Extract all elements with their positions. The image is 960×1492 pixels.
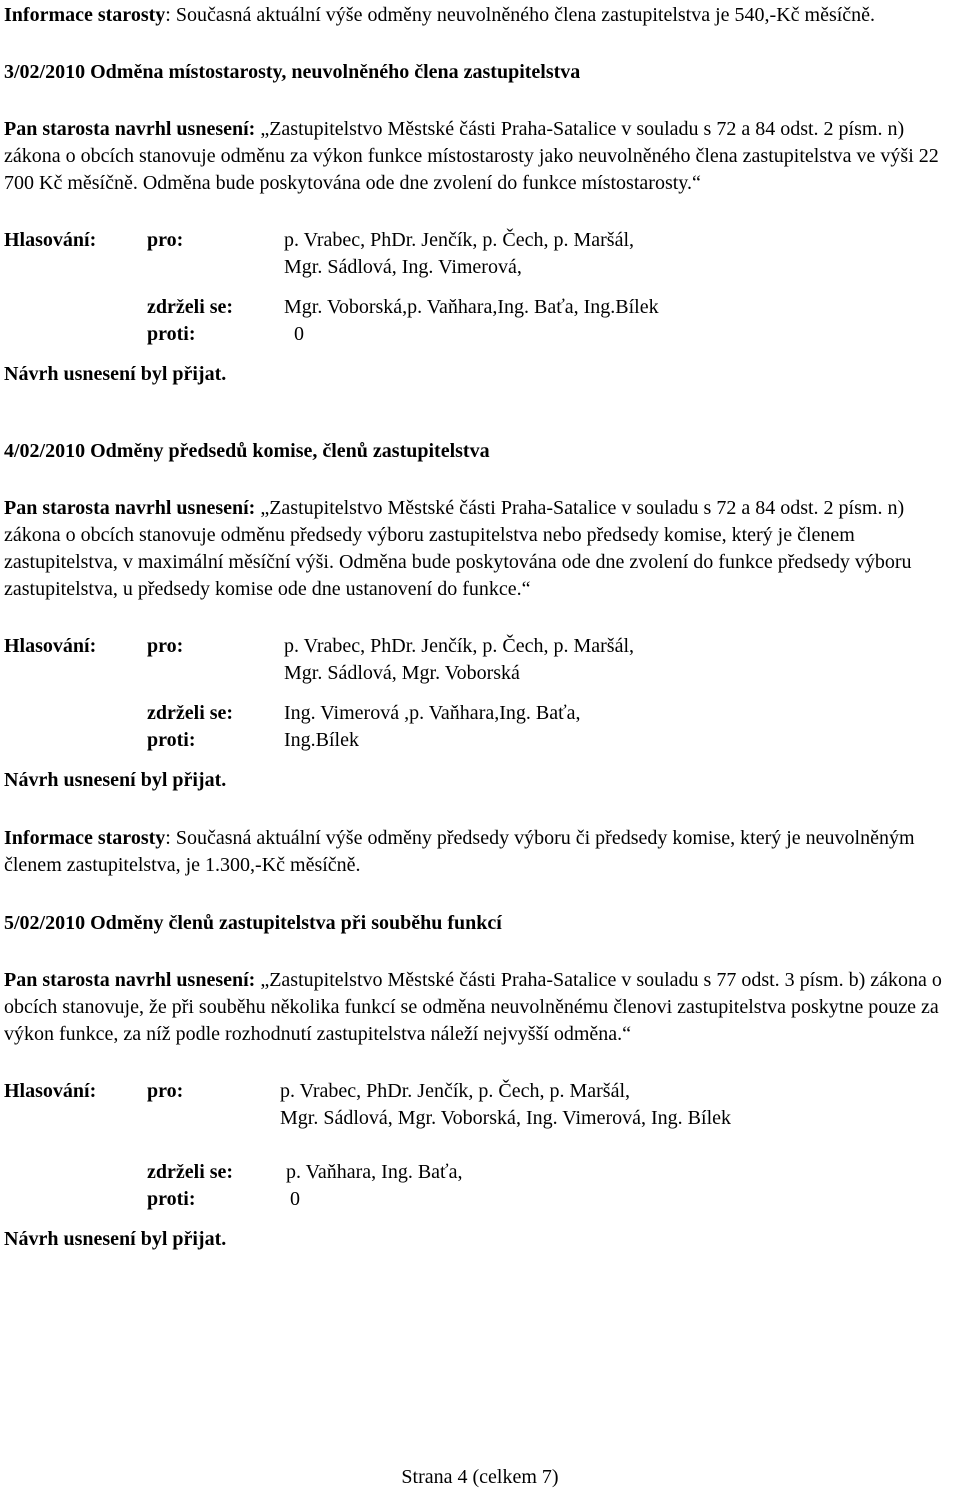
abstain-names: Mgr. Voborská,p. Vaňhara,Ing. Baťa, Ing.Bílek — [284, 296, 659, 318]
against-value: 0 — [290, 1188, 300, 1210]
pro-label: pro: — [147, 1080, 184, 1102]
abstain-names: p. Vaňhara, Ing. Baťa, — [286, 1161, 463, 1183]
vote-block — [4, 1078, 956, 1226]
page-footer: Strana 4 (celkem 7) — [401, 1466, 559, 1488]
proposal-label: Pan starosta navrhl usnesení: — [4, 497, 256, 519]
abstain-names: Ing.Bílek — [284, 729, 359, 751]
pro-names: p. Vrabec, PhDr. Jenčík, p. Čech, p. Maršál, — [284, 635, 635, 657]
abstain-label: zdrželi se: — [147, 296, 234, 318]
pro-label: pro: — [147, 635, 184, 657]
against-label: proti: — [147, 1188, 196, 1210]
pro-names: Mgr. Sádlová, Ing. Vimerová, — [284, 256, 522, 278]
proposal-label: Pan starosta navrhl usnesení: — [4, 969, 256, 991]
result-text: Návrh usnesení byl přijat. — [4, 1228, 227, 1250]
proposal-paragraph — [4, 495, 956, 603]
pro-names: Mgr. Sádlová, Mgr. Voborská — [284, 662, 520, 684]
pro-names: p. Vrabec, PhDr. Jenčík, p. Čech, p. Maršál, — [284, 229, 635, 251]
proposal-paragraph — [4, 116, 956, 197]
result-text: Návrh usnesení byl přijat. — [4, 769, 227, 791]
info-text: Současná aktuální výše odměny předsedy výboru či předsedy komise, který je neuvolněným členem zastupitelstva, je 1.300,-Kč měsíčně. — [4, 827, 915, 876]
proposal-label: Pan starosta navrhl usnesení: — [4, 118, 256, 140]
section-heading: 4/02/2010 Odměny předsedů komise, členů zastupitelstva — [4, 440, 490, 462]
abstain-names: Ing. Vimerová ,p. Vaňhara,Ing. Baťa, — [284, 702, 581, 724]
abstain-label: zdrželi se: — [147, 1161, 234, 1183]
vote-label: Hlasování: — [4, 1080, 97, 1102]
info-label: Informace starosty — [4, 827, 166, 849]
abstain-label: zdrželi se: — [147, 702, 234, 724]
info-label: Informace starosty — [4, 4, 166, 26]
against-label: proti: — [147, 729, 196, 751]
result-text: Návrh usnesení byl přijat. — [4, 363, 227, 385]
info-sep: : — [165, 827, 171, 849]
info-paragraph — [4, 2, 956, 29]
pro-names: Mgr. Sádlová, Mgr. Voborská, Ing. Vimerová, Ing. Bílek — [280, 1107, 731, 1129]
pro-label: pro: — [147, 229, 184, 251]
proposal-text: „Zastupitelstvo Městské části Praha-Satalice v souladu s 72 a 84 odst. 2 písm. n) zákona o obcích stanovuje odměnu předsedy výboru zastupitelstva nebo předsedy komise, který je členem zastupitelstva, v maximální měsíční výši. Odměna bude poskytována ode dne zvolení do funkce předsedy výboru zastupitelstva, u předsedy komise ode dne ustanovení do funkce.“ — [4, 497, 912, 600]
info-sep: : — [165, 4, 171, 26]
section-heading: 5/02/2010 Odměny členů zastupitelstva při souběhu funkcí — [4, 912, 502, 934]
proposal-paragraph — [4, 967, 956, 1048]
vote-block — [4, 227, 956, 361]
against-value: 0 — [294, 323, 304, 345]
section-heading: 3/02/2010 Odměna místostarosty, neuvolněného člena zastupitelstva — [4, 61, 581, 83]
against-label: proti: — [147, 323, 196, 345]
vote-label: Hlasování: — [4, 229, 97, 251]
info-text: Současná aktuální výše odměny neuvolněného člena zastupitelstva je 540,-Kč měsíčně. — [170, 4, 876, 26]
pro-names: p. Vrabec, PhDr. Jenčík, p. Čech, p. Maršál, — [280, 1080, 631, 1102]
proposal-text: „Zastupitelstvo Městské části Praha-Satalice v souladu s 77 odst. 3 písm. b) zákona o obcích stanovuje, že při souběhu několika funkcí se odměna neuvolněnému členovi zastupitelstva poskytne pouze za výkon funkce, za níž podle rozhodnutí zastupitelstva náleží nejvyšší odměna.“ — [4, 969, 942, 1045]
document-page — [4, 2, 956, 1253]
vote-block — [4, 633, 956, 767]
vote-label: Hlasování: — [4, 635, 97, 657]
proposal-text: „Zastupitelstvo Městské části Praha-Satalice v souladu s 72 a 84 odst. 2 písm. n) zákona o obcích stanovuje odměnu za výkon funkce místostarosty jako neuvolněného člena zastupitelstva ve výši 22 700 Kč měsíčně. Odměna bude poskytována ode dne zvolení do funkce místostarosty.“ — [4, 118, 939, 194]
info-paragraph — [4, 825, 956, 879]
